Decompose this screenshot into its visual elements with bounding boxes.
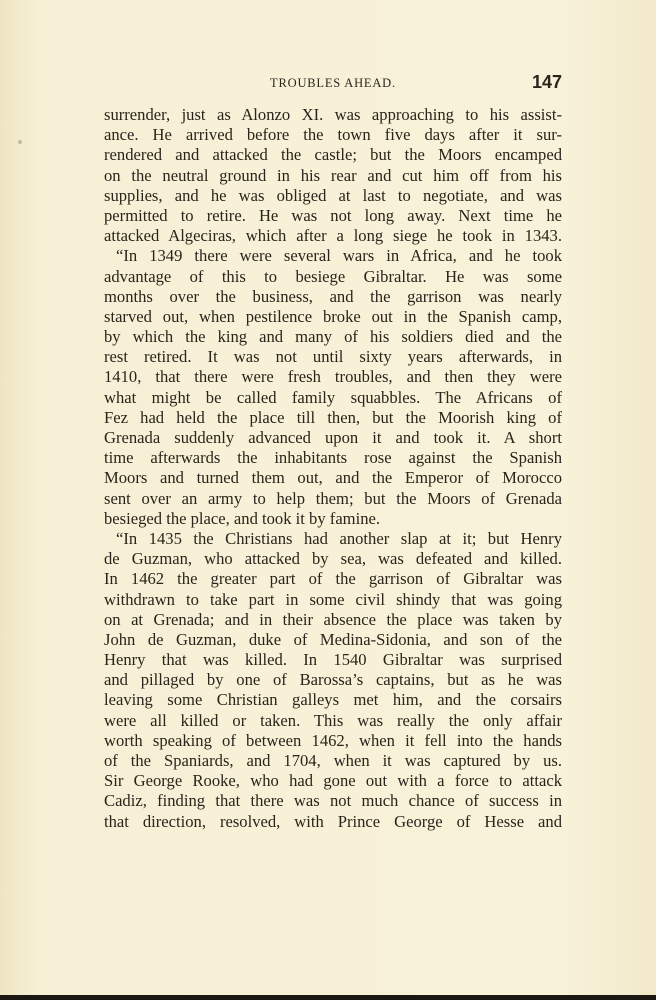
text-line: starved out, when pestilence broke out in the Spanish camp, xyxy=(104,306,562,326)
text-line: besieged the place, and took it by famine. xyxy=(104,508,381,528)
text-line: time afterwards the inhabitants rose against the Spanish xyxy=(104,448,562,468)
text-line: Henry that was killed. In 1540 Gibraltar was surprised xyxy=(104,650,562,670)
text-line: 1410, that there were fresh troubles, and then they were xyxy=(104,367,562,387)
text-line: surrender, just as Alonzo XI. was approaching to his assist- xyxy=(104,105,562,124)
text-line: on at Grenada; and in their absence the place was taken by xyxy=(104,609,562,629)
text-line: supplies, and he was obliged at last to negotiate, and was xyxy=(104,185,562,205)
text-line: leaving some Christian galleys met him, and the corsairs xyxy=(104,690,562,710)
text-line: rest retired. It was not until sixty years afterwards, in xyxy=(104,347,562,367)
text-line: Grenada suddenly advanced upon it and took it. A short xyxy=(104,428,562,447)
text-line: on the neutral ground in his rear and cut him off from his xyxy=(104,165,562,185)
running-title: TROUBLES AHEAD. xyxy=(270,76,396,90)
text-line: that direction, resolved, with Prince George of Hesse and xyxy=(104,811,562,831)
text-line: Fez had held the place till then, but the Moorish king of xyxy=(104,407,562,427)
text-line: permitted to retire. He was not long away. Next time he xyxy=(104,205,562,225)
text-line: rendered and attacked the castle; but the Moors encamped xyxy=(104,145,562,165)
text-line: advantage of this to besiege Gibraltar. He was some xyxy=(104,266,562,286)
text-line: John de Guzman, duke of Medina-Sidonia, and son of the xyxy=(104,629,562,649)
text-line: by which the king and many of his soldiers died and the xyxy=(104,327,562,347)
scan-bottom-edge xyxy=(0,995,656,1000)
text-line: ance. He arrived before the town five days after it sur- xyxy=(104,125,562,145)
text-line: “In 1349 there were several wars in Africa, and he took xyxy=(116,246,562,266)
text-line: attacked Algeciras, which after a long siege he took in 1343. xyxy=(104,226,562,246)
paper-speck xyxy=(18,140,22,144)
running-head xyxy=(104,72,562,94)
text-line: months over the business, and the garrison was nearly xyxy=(104,286,562,306)
text-line: and pillaged by one of Barossa’s captains, but as he was xyxy=(104,670,562,690)
body-text xyxy=(104,105,562,832)
text-line: of the Spaniards, and 1704, when it was captured by us. xyxy=(104,751,562,770)
text-line: were all killed or taken. This was really the only affair xyxy=(104,710,562,730)
text-line: “In 1435 the Christians had another slap at it; but Henry xyxy=(116,528,562,548)
text-line: Moors and turned them out, and the Emperor of Morocco xyxy=(104,468,562,488)
text-line: sent over an army to help them; but the Moors of Grenada xyxy=(104,488,562,508)
text-line: withdrawn to take part in some civil shindy that was going xyxy=(104,589,562,609)
text-line: what might be called family squabbles. The Africans of xyxy=(104,387,562,407)
text-line: de Guzman, who attacked by sea, was defeated and killed. xyxy=(104,549,562,569)
page-number: 147 xyxy=(531,72,562,92)
text-line: Sir George Rooke, who had gone out with a force to attack xyxy=(104,771,562,791)
text-line: Cadiz, finding that there was not much chance of success in xyxy=(104,791,562,811)
text-line: worth speaking of between 1462, when it fell into the hands xyxy=(104,730,562,750)
text-line: In 1462 the greater part of the garrison of Gibraltar was xyxy=(104,569,562,589)
